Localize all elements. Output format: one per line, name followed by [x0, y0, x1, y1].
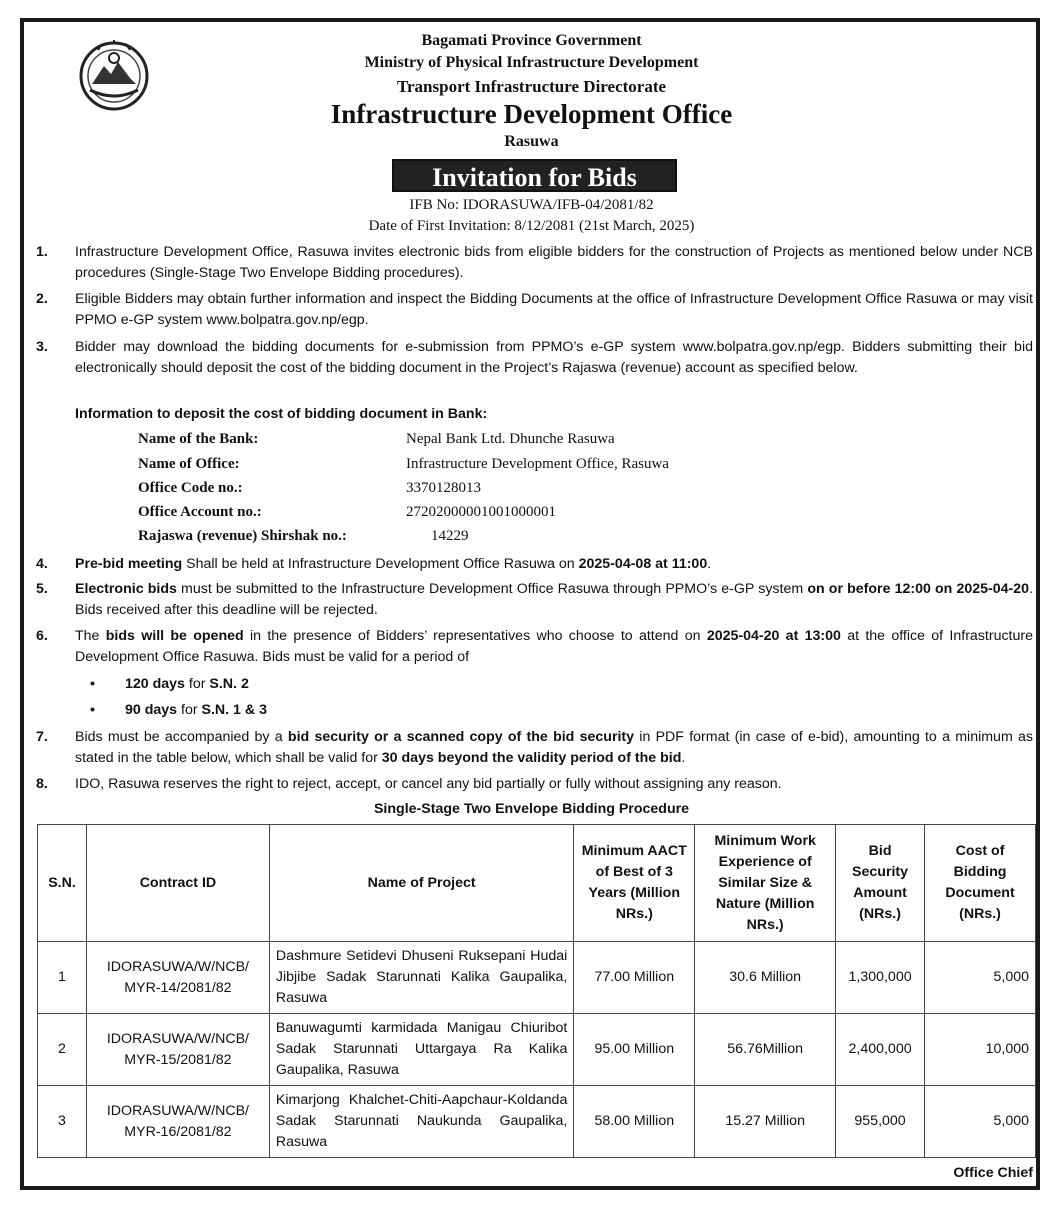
text-run: . [707, 556, 712, 572]
cell-cost-of-document: 5,000 [925, 942, 1036, 1014]
bank-field-value: 14229 [431, 528, 469, 544]
paragraph-text: Infrastructure Development Office, Rasuwa invites electronic bids from eligible bidders for the construction of Projects as mentioned below under NCB procedures (Single-Stage Two Envelope Bidding procedures). [75, 244, 1033, 281]
header-project-name: Name of Project [269, 825, 573, 942]
cell-cost-of-document: 10,000 [925, 1014, 1036, 1086]
cell-min-aact: 77.00 Million [574, 942, 695, 1014]
cell-contract-id: IDORASUWA/W/NCB/ MYR-14/2081/82 [86, 942, 269, 1014]
cell-bid-security: 955,000 [836, 1086, 925, 1158]
cell-min-aact: 95.00 Million [574, 1014, 695, 1086]
cell-sn: 1 [38, 942, 87, 1014]
bank-field-value: 3370128013 [406, 480, 481, 496]
text-run: The [75, 628, 106, 644]
paragraph-text [75, 579, 1033, 621]
text-run: Bids must be accompanied by a [75, 729, 288, 745]
text-run: for [177, 702, 202, 718]
office-location: Rasuwa [504, 133, 559, 150]
table-row [38, 1086, 1036, 1158]
bank-field-label: Office Account no.: [138, 504, 262, 520]
bullet-text [125, 676, 249, 692]
invitation-banner: Invitation for Bids [392, 159, 677, 192]
bank-field-value: Nepal Bank Ltd. Dhunche Rasuwa [406, 431, 615, 447]
cell-min-work-experience: 30.6 Million [695, 942, 836, 1014]
cell-contract-id: IDORASUWA/W/NCB/ MYR-16/2081/82 [86, 1086, 269, 1158]
bank-field-label: Office Code no.: [138, 480, 243, 496]
cell-min-work-experience: 15.27 Million [695, 1086, 836, 1158]
emphasis: Electronic bids [75, 581, 177, 597]
cell-project-name: Dashmure Setidevi Dhuseni Ruksepani Hudai Jibjibe Sadak Starunnati Kalika Gaupalika, Rasuwa [269, 942, 573, 1014]
text-run: at the office of Infrastructure Development Office Rasuwa. Bids must be valid for a period of [75, 628, 1034, 665]
table-title: Single-Stage Two Envelope Bidding Procedure [373, 801, 690, 817]
text-run: . [681, 750, 686, 766]
table-header-row [38, 825, 1036, 942]
bank-field-label: Name of Office: [138, 456, 240, 472]
text-run: in PDF format (in case of e-bid), amounting to a minimum as stated in the table below, which shall be valid for [75, 729, 1033, 766]
text-run: in the presence of Bidders’ representatives who choose to attend on [243, 628, 707, 644]
bank-info-title: Information to deposit the cost of bidding document in Bank: [75, 406, 488, 422]
emphasis: 2025-04-08 at 11:00 [578, 556, 708, 572]
cell-contract-id: IDORASUWA/W/NCB/ MYR-15/2081/82 [86, 1014, 269, 1086]
table-row [38, 942, 1036, 1014]
header-cost-of-document: Cost of Bidding Document (NRs.) [925, 825, 1036, 942]
bid-table [37, 824, 1036, 1158]
paragraph-text [75, 727, 1033, 769]
text-run: . Bids received after this deadline will be rejected. [75, 581, 1034, 618]
paragraph-number: 4. [36, 556, 48, 572]
cell-sn: 2 [38, 1014, 87, 1086]
office-title: Infrastructure Development Office [330, 99, 733, 129]
bank-field-label: Name of the Bank: [138, 431, 259, 447]
cell-min-work-experience: 56.76Million [695, 1014, 836, 1086]
text-run: for [184, 676, 210, 692]
cell-sn: 3 [38, 1086, 87, 1158]
text-run: Shall be held at Infrastructure Development Office Rasuwa on [182, 556, 579, 572]
paragraph-text: Bidder may download the bidding documents for e-submission from PPMO’s e-GP system www.bolpatra.gov.np/egp. Bidders submitting their bid electronically should deposit the cost of the bidding document in the Project’s Rajaswa (revenue) account as specified below. [75, 339, 1033, 376]
emphasis: 2025-04-20 at 13:00 [706, 628, 841, 644]
bullet-dot: • [90, 702, 95, 718]
emphasis: 90 days [125, 702, 178, 718]
ifb-number: IFB No: IDORASUWA/IFB-04/2081/82 [409, 197, 654, 213]
paragraph-text [75, 554, 1033, 575]
paragraph-number: 8. [36, 776, 48, 792]
ministry-name: Ministry of Physical Infrastructure Development [364, 54, 699, 71]
bank-field-value: Infrastructure Development Office, Rasuwa [406, 456, 669, 472]
emphasis: S.N. 2 [209, 676, 249, 692]
paragraph-number: 5. [36, 581, 48, 597]
bank-field-value: 27202000001001000001 [406, 504, 556, 520]
header-bid-security: Bid Security Amount (NRs.) [836, 825, 925, 942]
header-sn: S.N. [38, 825, 87, 942]
emphasis: bids will be opened [105, 628, 244, 644]
paragraph-number: 1. [36, 244, 48, 260]
paragraph-text: IDO, Rasuwa reserves the right to reject, accept, or cancel any bid partially or fully without assigning any reason. [75, 776, 782, 792]
table-row [38, 1014, 1036, 1086]
emphasis: bid security or a scanned copy of the bid security [287, 729, 635, 745]
emphasis: 120 days [125, 676, 185, 692]
emphasis: on or before 12:00 on 2025-04-20 [807, 581, 1030, 597]
emphasis: Pre-bid meeting [75, 556, 183, 572]
first-invitation-date: Date of First Invitation: 8/12/2081 (21st March, 2025) [368, 218, 695, 234]
text-run: must be submitted to the Infrastructure Development Office Rasuwa through PPMO’s e-GP system [176, 581, 808, 597]
paragraph-number: 6. [36, 628, 48, 644]
bank-field-label: Rajaswa (revenue) Shirshak no.: [138, 528, 347, 544]
paragraph-number: 3. [36, 339, 48, 355]
paragraph-text: Eligible Bidders may obtain further information and inspect the Bidding Documents at the office of Infrastructure Development Office Rasuwa or may visit PPMO e-GP system www.bolpatra.gov.np/egp. [75, 291, 1033, 328]
cell-bid-security: 2,400,000 [836, 1014, 925, 1086]
cell-project-name: Banuwagumti karmidada Manigau Chiuribot Sadak Starunnati Uttargaya Ra Kalika Gaupalika, Rasuwa [269, 1014, 573, 1086]
bullet-text [125, 702, 267, 718]
paragraph-text [75, 626, 1033, 668]
header-min-aact: Minimum AACT of Best of 3 Years (Million NRs.) [574, 825, 695, 942]
paragraph-number: 2. [36, 291, 48, 307]
cell-min-aact: 58.00 Million [574, 1086, 695, 1158]
header-contract-id: Contract ID [86, 825, 269, 942]
cell-bid-security: 1,300,000 [836, 942, 925, 1014]
emphasis: 30 days beyond the validity period of the bid [381, 750, 682, 766]
cell-project-name: Kimarjong Khalchet-Chiti-Aapchaur-Koldanda Sadak Starunnati Naukunda Gaupalika, Rasuwa [269, 1086, 573, 1158]
bullet-dot: • [90, 676, 95, 692]
office-chief-signoff: Office Chief [953, 1165, 1033, 1181]
header-min-work-experience: Minimum Work Experience of Similar Size & Nature (Million NRs.) [695, 825, 836, 942]
emphasis: S.N. 1 & 3 [201, 702, 267, 718]
province-government: Bagamati Province Government [421, 32, 642, 49]
directorate-name: Transport Infrastructure Directorate [396, 77, 667, 96]
cell-cost-of-document: 5,000 [925, 1086, 1036, 1158]
paragraph-number: 7. [36, 729, 48, 745]
